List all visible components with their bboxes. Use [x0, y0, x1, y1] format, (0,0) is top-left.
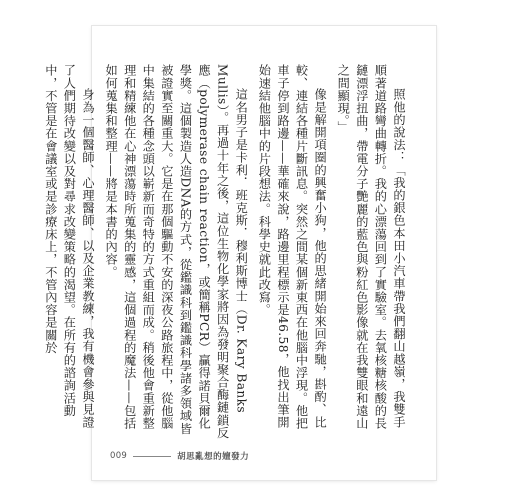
paragraph-3: 這名男子是卡利．班克斯．穆利斯博士（Dr. Kary Banks Mullis）。再過十年之後，這位生物化學家將因為發明聚合酶鏈鎖反應（polymerase chain reaction，或簡稱PCR）贏得諾貝爾化學獎。這個製造人造DNA的方式，從鑑識科到鑑識科學諸多領域皆被證實至關重大。它是在那個驅動不安的深夜公路旅程中，從他腦中集結的各種念頭以嶄新而奇特的方式重組而成。稍後他會重新整理和精練他在心神漂蕩時所蒐集的靈感，這個過程的魔法——包括如何蒐集和整理——將是本書的內容。: [104, 64, 249, 439]
page-number: 009: [110, 451, 128, 461]
running-title: 胡思亂想的嬗發力: [177, 452, 250, 462]
page-footer: [110, 450, 249, 462]
footer-rule: [133, 456, 171, 457]
paragraph-1: 照他的說法：「我的銀色本田小汽車帶我們翻山越嶺，我雙手順著道路彎曲轉折。我的心漂蕩回到了實驗室。去氧核糖核酸的長鏈漂浮扭曲，帶電分子艷麗的藍色與粉紅色影像就在我雙眼和遠山之間顯現。」: [336, 64, 406, 430]
paragraph-2: 像是解開項圈的興奮小狗，他的思緒開始來回奔馳，斟酌、比較、連結各種片斷訊息。突然之間某個新東西在他腦中浮現。他把車子停到路邊——華確來說，路邊里程標示是46.58，他找出筆開始速結他腦中的片段想法。科學史就此改寫。: [257, 64, 328, 430]
book-page: [43, 26, 436, 480]
body-text: [43, 64, 408, 440]
paragraph-4: 身為一個醫師、心理醫師、以及企業教練，我有機會參與見證了人們期待改變以及對尋求改變策略的渴望。在所有的諮詢活動中，不管是在會議室或是診療床上，不管內容是關於: [43, 64, 95, 429]
